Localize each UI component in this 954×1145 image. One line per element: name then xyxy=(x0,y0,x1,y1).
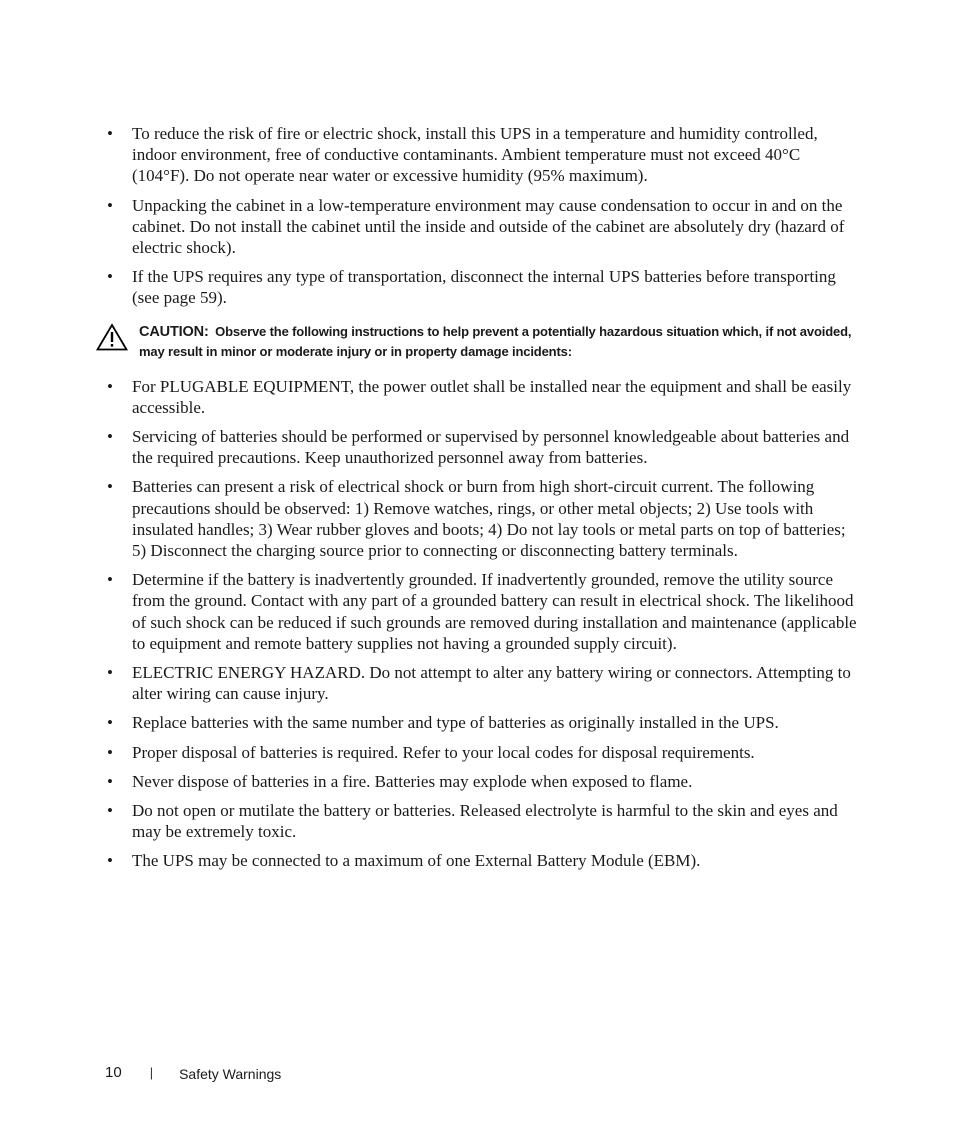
bullet-dot: • xyxy=(107,477,113,497)
bullet-dot: • xyxy=(107,124,113,143)
bullet-list-after-caution xyxy=(105,376,860,872)
list-item: • To reduce the risk of fire or electric shock, install this UPS in a temperature and humidity controlled, indoor environment, free of conductive contaminants. Ambient temperature must not exceed 40°C (104°F). Do not operate near water or excessive humidity (95% maximum). xyxy=(107,124,818,186)
bullet-dot: • xyxy=(107,570,113,590)
list-item: • Batteries can present a risk of electrical shock or burn from high short-circuit current. The following precautions should be observed: 1) Remove watches, rings, or other metal objects; 2) Use tools with insulated handles; 3) Wear rubber gloves and boots; 4) Do not lay tools or metal parts on top of batteries; 5) Disconnect the charging source prior to connecting or disconnecting battery terminals. xyxy=(107,477,846,561)
list-item: • For PLUGABLE EQUIPMENT, the power outlet shall be installed near the equipment and shall be easily accessible. xyxy=(107,376,852,417)
list-item: • Never dispose of batteries in a fire. Batteries may explode when exposed to flame. xyxy=(107,771,693,791)
list-item: • ELECTRIC ENERGY HAZARD. Do not attempt to alter any battery wiring or connectors. Attempting to alter wiring can cause injury. xyxy=(107,663,851,704)
bullet-dot: • xyxy=(107,851,113,871)
list-item: • Proper disposal of batteries is required. Refer to your local codes for disposal requirements. xyxy=(107,742,755,762)
caution-body: Observe the following instructions to help prevent a potentially hazardous situation which, if not avoided, may result in minor or moderate injury or in property damage incidents: xyxy=(139,323,852,359)
caution-text xyxy=(139,322,860,361)
bullet-dot: • xyxy=(107,427,113,447)
bullet-dot: • xyxy=(107,663,113,683)
warning-triangle-icon xyxy=(96,323,128,351)
bullet-dot: • xyxy=(107,195,113,215)
bullet-dot: • xyxy=(107,713,113,733)
bullet-dot: • xyxy=(107,267,113,287)
page-content xyxy=(105,123,860,880)
footer-separator: | xyxy=(149,1065,154,1080)
bullet-dot: • xyxy=(107,801,113,821)
page-footer xyxy=(105,1063,281,1082)
page-number: 10 xyxy=(105,1064,122,1081)
list-item: • Replace batteries with the same number and type of batteries as originally installed in the UPS. xyxy=(107,713,779,733)
caution-label: CAUTION: xyxy=(139,323,209,340)
bullet-dot: • xyxy=(107,771,113,791)
list-item: • The UPS may be connected to a maximum of one External Battery Module (EBM). xyxy=(107,851,701,871)
footer-section-title: Safety Warnings xyxy=(179,1066,282,1082)
list-item: • Do not open or mutilate the battery or batteries. Released electrolyte is harmful to the skin and eyes and may be extremely toxic. xyxy=(107,801,838,842)
list-item: • Servicing of batteries should be performed or supervised by personnel knowledgeable about batteries and the required precautions. Keep unauthorized personnel away from batteries. xyxy=(107,427,850,468)
list-item: • Determine if the battery is inadvertently grounded. If inadvertently grounded, remove the utility source from the ground. Contact with any part of a grounded battery can result in electrical shock. The likelihood of such shock can be reduced if such grounds are removed during installation and maintenance (applicable to equipment and remote battery supplies not having a grounded supply circuit). xyxy=(107,570,857,653)
list-item: • Unpacking the cabinet in a low-temperature environment may cause condensation to occur in and on the cabinet. Do not install the cabinet until the inside and outside of the cabinet are absolutely dry (hazard of electric shock). xyxy=(107,195,845,258)
bullet-dot: • xyxy=(107,376,113,396)
bullet-list-before-caution xyxy=(105,123,860,309)
caution-notice xyxy=(105,322,860,361)
bullet-dot: • xyxy=(107,742,113,762)
list-item: • If the UPS requires any type of transportation, disconnect the internal UPS batteries before transporting (see page 59). xyxy=(107,267,836,308)
